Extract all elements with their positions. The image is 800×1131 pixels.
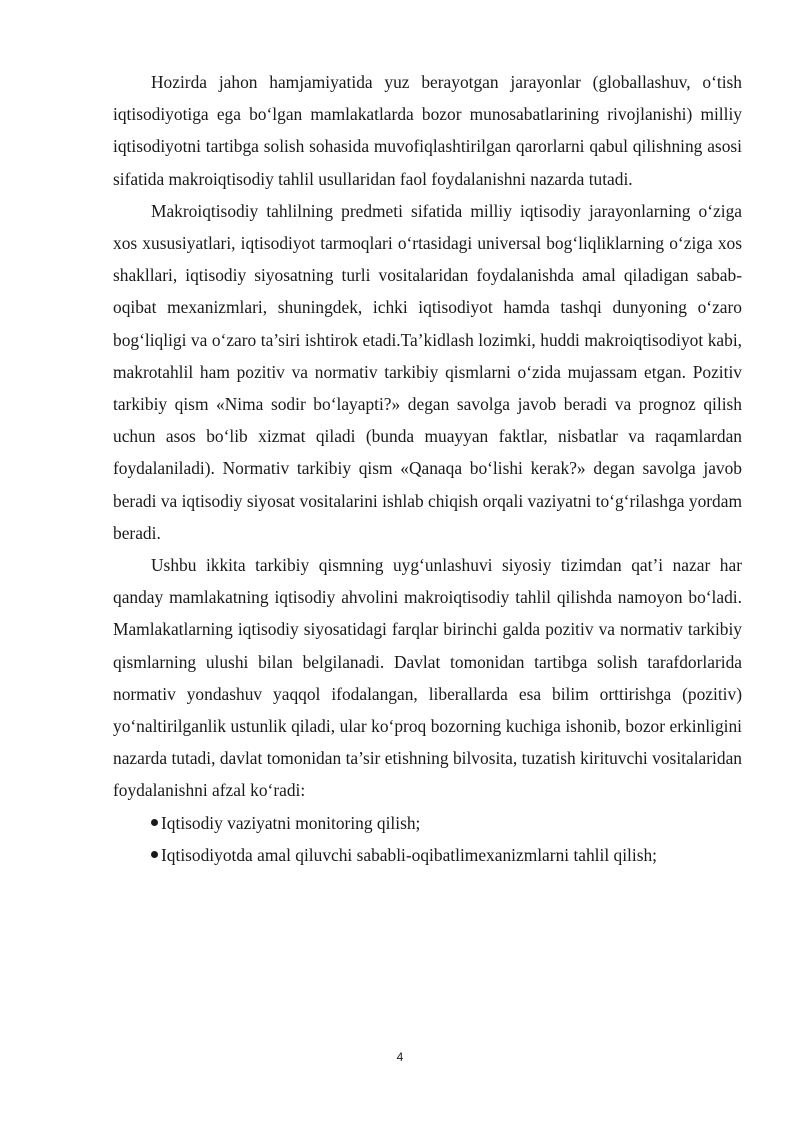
- bullet-dot-icon: [151, 851, 158, 858]
- paragraph: Ushbu ikkita tarkibiy qismning uyg‘unlashuvi siyosiy tizimdan qat’i nazar har qanday mamlakatning iqtisodiy ahvolini makroiqtisodiy tahlil qilishda namoyon bo‘ladi. Mamlakatlarning iqtisodiy siyosatidagi farqlar birinchi galda pozitiv va normativ tarkibiy qismlarning ulushi bilan belgilanadi. Davlat tomonidan tartibga solish tarafdorlarida normativ yondashuv yaqqol ifodalangan, liberallarda esa bilim orttirishga (pozitiv) yo‘naltirilganlik ustunlik qiladi, ular ko‘proq bozorning kuchiga ishonib, bozor erkinligini nazarda tutadi, davlat tomonidan ta’sir etishning bilvosita, tuzatish kirituvchi vositalaridan foydalanishni afzal ko‘radi:: [113, 555, 742, 801]
- bullet-item: [113, 807, 742, 839]
- bullet-item: [113, 839, 742, 871]
- bullet-text: Iqtisodiyotda amal qiluvchi sababli-oqibatlimexanizmlarni tahlil qilish;: [161, 844, 658, 865]
- paragraph: Hozirda jahon hamjamiyatida yuz berayotgan jarayonlar (globallashuv, o‘tish iqtisodiyotiga ega bo‘lgan mamlakatlarda bozor munosabatlarining rivojlanishi) milliy iqtisodiyotni tartibga solish sohasida muvofiqlashtirilgan qarorlarni qabul qilishning asosi sifatida makroiqtisodiy tahlil usullaridan faol foydalanishni nazarda tutadi.: [113, 72, 742, 189]
- bullet-dot-icon: [151, 819, 158, 826]
- bullet-text: Iqtisodiy vaziyatni monitoring qilish;: [161, 812, 421, 833]
- body-text: [113, 66, 742, 871]
- paragraph: Makroiqtisodiy tahlilning predmeti sifatida milliy iqtisodiy jarayonlarning o‘ziga xos xususiyatlari, iqtisodiyot tarmoqlari o‘rtasidagi universal bog‘liqliklarning o‘ziga xos shakllari, iqtisodiy siyosatning turli vositalaridan foydalanishda amal qiladigan sabab-oqibat mexanizmlari, shuningdek, ichki iqtisodiyot hamda tashqi dunyoning o‘zaro bog‘liqligi va o‘zaro ta’siri ishtirok etadi.Ta’kidlash lozimki, huddi makroiqtisodiyot kabi, makrotahlil ham pozitiv va normativ tarkibiy qismlarni o‘zida mujassam etgan. Pozitiv tarkibiy qism «Nima sodir bo‘layapti?» degan savolga javob beradi va prognoz qilish uchun asos bo‘lib xizmat qiladi (bunda muayyan faktlar, nisbatlar va raqamlardan foydalaniladi). Normativ tarkibiy qism «Qanaqa bo‘lishi kerak?» degan savolga javob beradi va iqtisodiy siyosat vositalarini ishlab chiqish orqali vaziyatni to‘g‘rilashga yordam beradi.: [113, 200, 742, 543]
- page-number: 4: [396, 1050, 404, 1064]
